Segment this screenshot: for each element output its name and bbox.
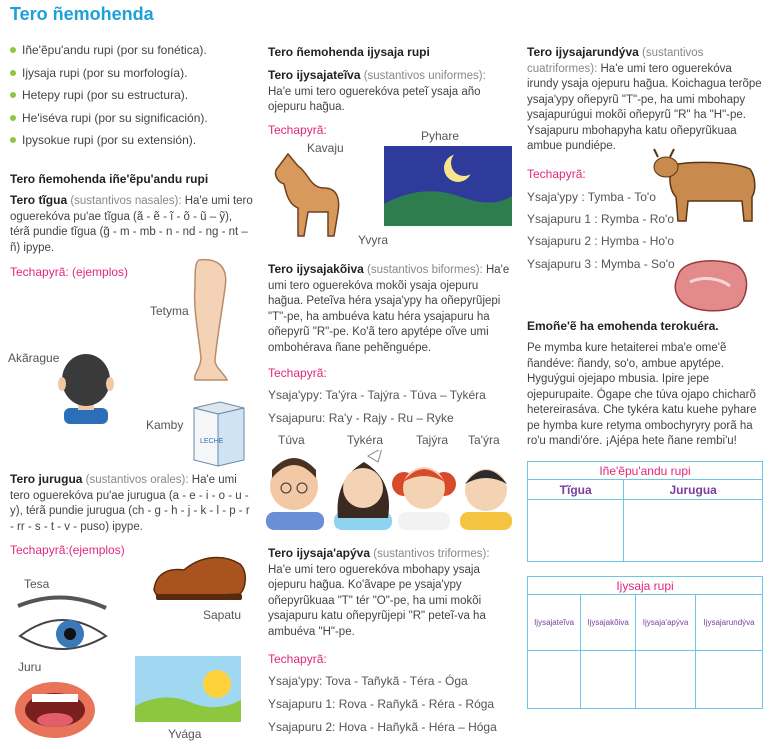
examples-label: Techapyrã: (ejemplos) <box>10 265 129 279</box>
example-line: Ysaja'ypy: Tova - Tañykã - Téra - Óga <box>268 674 468 688</box>
example-line: Ysaja'ypy: Ta'ýra - Tajýra - Túva – Tykéra <box>268 388 486 402</box>
definition-text: Ha'e umi tero oguerekóva peteĩ ysaja año ojepuru hag̃ua. <box>268 85 481 113</box>
table-title: Ijysaja rupi <box>528 577 763 595</box>
definition-text: Ha'e umi tero oguerekóva mokõi ysaja ojepuru hag̃ua. Peteĩva héra ysaja'ypy ha oñepyrũjepi "T"-pe, ha ambuéva katu héra ysajapuru ha oñepyrũ "R"-pe. Ko'ã tero apytépe oĩve umi ombohérava ñane pehẽnguépe. <box>268 264 510 354</box>
section-heading-morphology: Tero ñemohenda ijysaja rupi <box>268 45 430 59</box>
meat-illustration <box>672 254 752 314</box>
table-cell[interactable] <box>624 500 763 562</box>
image-caption: Túva <box>278 433 305 447</box>
example-line: Ysajapuru 1 : Rymba - Ro'o <box>527 212 675 226</box>
family-illustration <box>264 450 514 530</box>
quadriform-definition <box>527 45 762 155</box>
section-heading-phonetic: Tero ñemohenda iñe'ẽpu'andu rupi <box>10 172 209 186</box>
definition-text: Ha'e umi tero oguerekóva irundy ysaja ojepuru hag̃ua. Koichagua terõpe ysaja'ypy oñepyrũ "T"-pe, ha umi mbohapy ysajapurúgui mokõi oñepyrũ "R" ha "H"-pe. Ysajapuru mbohapyha katu oñepyrũkuaa ambue pundiépe. <box>527 62 762 152</box>
image-caption: Pyhare <box>421 129 460 143</box>
image-caption: Kavaju <box>307 141 344 155</box>
term: Tero jurugua <box>10 472 83 486</box>
example-line: Ysajapuru 2: Hova - Hañykã - Héra – Hóga <box>268 720 497 734</box>
term: Tero ijysajakõiva <box>268 262 364 276</box>
triform-definition <box>268 546 513 640</box>
shoe-illustration <box>150 546 250 606</box>
term: Tero ijysaja'apýva <box>268 546 371 560</box>
table-header: Tĩgua <box>528 480 624 500</box>
image-caption: Tesa <box>24 577 50 591</box>
list-item: Iñe'ẽpu'andu rupi (por su fonética). <box>10 43 208 66</box>
term-translation: (sustantivos biformes): <box>367 264 483 276</box>
image-caption: Tajýra <box>416 433 449 447</box>
examples-label: Techapyrã: <box>268 652 327 666</box>
term-translation: (sustantivos uniformes): <box>363 70 486 82</box>
image-caption: Yvága <box>168 727 202 741</box>
list-item: He'iséva rupi (por su significación). <box>10 111 208 134</box>
table-cell[interactable] <box>636 651 696 709</box>
exercise-text: Pe mymba kure hetaiterei mba'e ome'ẽ ñandéve: ñandy, so'o, ambue apytépe. Hyguýgui ojejapo mbusia. Ipire jepe ojepurupaite. Ógape che túva ojapo chicharõ hetereirasáva. Che tykéra katu kuehe pyhare pe hymba kure retyma ombochyryry porã ha ro'u mandi'óre. ¡Ajépa hete ñane rembi'u! <box>527 342 757 447</box>
morphology-table <box>527 576 763 709</box>
examples-label: Techapyrã: <box>268 123 327 137</box>
criteria-list <box>10 43 208 156</box>
mouth-illustration <box>10 676 100 742</box>
definition-text: Ha'e umi tero oguerekóva pu'ae jurugua (a - e - i - o - u - y), térã pundie jurugua (ch - g - h - j - k - l - p - r - rr - s - t - v - puso) ipype. <box>10 474 250 533</box>
example-line: Ysajapuru 3 : Mymba - So'o <box>527 257 675 271</box>
examples-label: Techapyrã:(ejemplos) <box>10 543 125 557</box>
boy-face <box>460 469 512 530</box>
sky-illustration <box>135 656 241 722</box>
image-caption: Yvyra <box>358 233 389 247</box>
image-caption: Juru <box>18 660 42 674</box>
page-title: Tero ñemohenda <box>10 4 154 24</box>
definition-text: Ha'e umi tero oguerekóva mbohapy ysaja ojepuru hag̃ua. Ko'ãvape pe ysaja'ypy oñepyrũkuaa "T" tér "O"-pe, ha umi mokõi ysajapuru katu oñepyrũjepi "R" peteĩ-va ha ambuéva "H"-pe. <box>268 563 486 638</box>
term-translation: (sustantivos nasales): <box>70 195 182 207</box>
term: Tero ijysajateĩva <box>268 68 361 82</box>
phonetic-table <box>527 461 763 562</box>
nasal-definition <box>10 193 255 256</box>
section-heading-exercise: Emoñe'ẽ ha emohenda terokuéra. <box>527 319 719 333</box>
daughter-face <box>334 450 392 530</box>
horse-illustration <box>268 148 344 238</box>
girl-face <box>392 467 456 530</box>
term: Tero ijysajarundýva <box>527 45 639 59</box>
table-cell[interactable] <box>528 651 581 709</box>
example-line: Ysajapuru: Ra'y - Rajy - Ru – Ryke <box>268 411 454 425</box>
milk-carton-illustration <box>190 388 248 468</box>
night-sky-illustration <box>384 146 512 226</box>
list-item: Hetepy rupi (por su estructura). <box>10 88 208 111</box>
image-caption: Ta'ýra <box>468 433 500 447</box>
eye-illustration <box>12 592 112 658</box>
leg-illustration <box>185 258 235 383</box>
table-header: Jurugua <box>624 480 763 500</box>
list-item: Ijysaja rupi (por su morfología). <box>10 66 208 89</box>
table-cell[interactable] <box>581 651 636 709</box>
list-item: Ipysokue rupi (por su extensión). <box>10 133 208 156</box>
image-caption: Kamby <box>146 418 184 432</box>
image-caption: Tetyma <box>150 304 189 318</box>
examples-label: Techapyrã: <box>527 167 586 181</box>
image-caption: Sapatu <box>203 608 242 622</box>
biform-definition <box>268 262 513 356</box>
examples-label: Techapyrã: <box>268 366 327 380</box>
table-header: Ijysaja'apýva <box>636 595 696 651</box>
example-line: Ysaja'ypy : Tymba - To'o <box>527 190 656 204</box>
term-translation: (sustantivos orales): <box>85 474 189 486</box>
definition-text: Ha'e umi tero oguerekóva pu'ae tĩgua (ã - ẽ - ĩ - õ - ũ – ỹ), térã pundie tĩgua (g̃ - m - mb - n - nd - ng - nt – ñ) ipype. <box>10 195 253 254</box>
father-face <box>266 458 324 530</box>
term-translation: (sustantivos triformes): <box>373 548 490 560</box>
term: Tero tĩgua <box>10 193 68 207</box>
example-line: Ysajapuru 1: Rova - Rañykã - Réra - Róga <box>268 697 495 711</box>
table-header: Ijysajarundýva <box>696 595 763 651</box>
uniform-definition <box>268 68 503 116</box>
head-back-illustration <box>52 350 118 424</box>
table-header: Ijysajakõiva <box>581 595 636 651</box>
image-caption: Tykéra <box>347 433 384 447</box>
table-header: Ijysajateĩva <box>528 595 581 651</box>
cow-illustration <box>652 143 767 223</box>
table-title: Iñe'ẽpu'andu rupi <box>528 462 763 480</box>
image-caption: Akãrague <box>8 351 60 365</box>
table-cell[interactable] <box>528 500 624 562</box>
example-line: Ysajapuru 2 : Hymba - Ho'o <box>527 234 675 248</box>
table-cell[interactable] <box>696 651 763 709</box>
term-translation: (sustantivos cuatriformes): <box>527 47 704 75</box>
milk-label: LECHE <box>200 438 224 445</box>
oral-definition <box>10 472 255 535</box>
